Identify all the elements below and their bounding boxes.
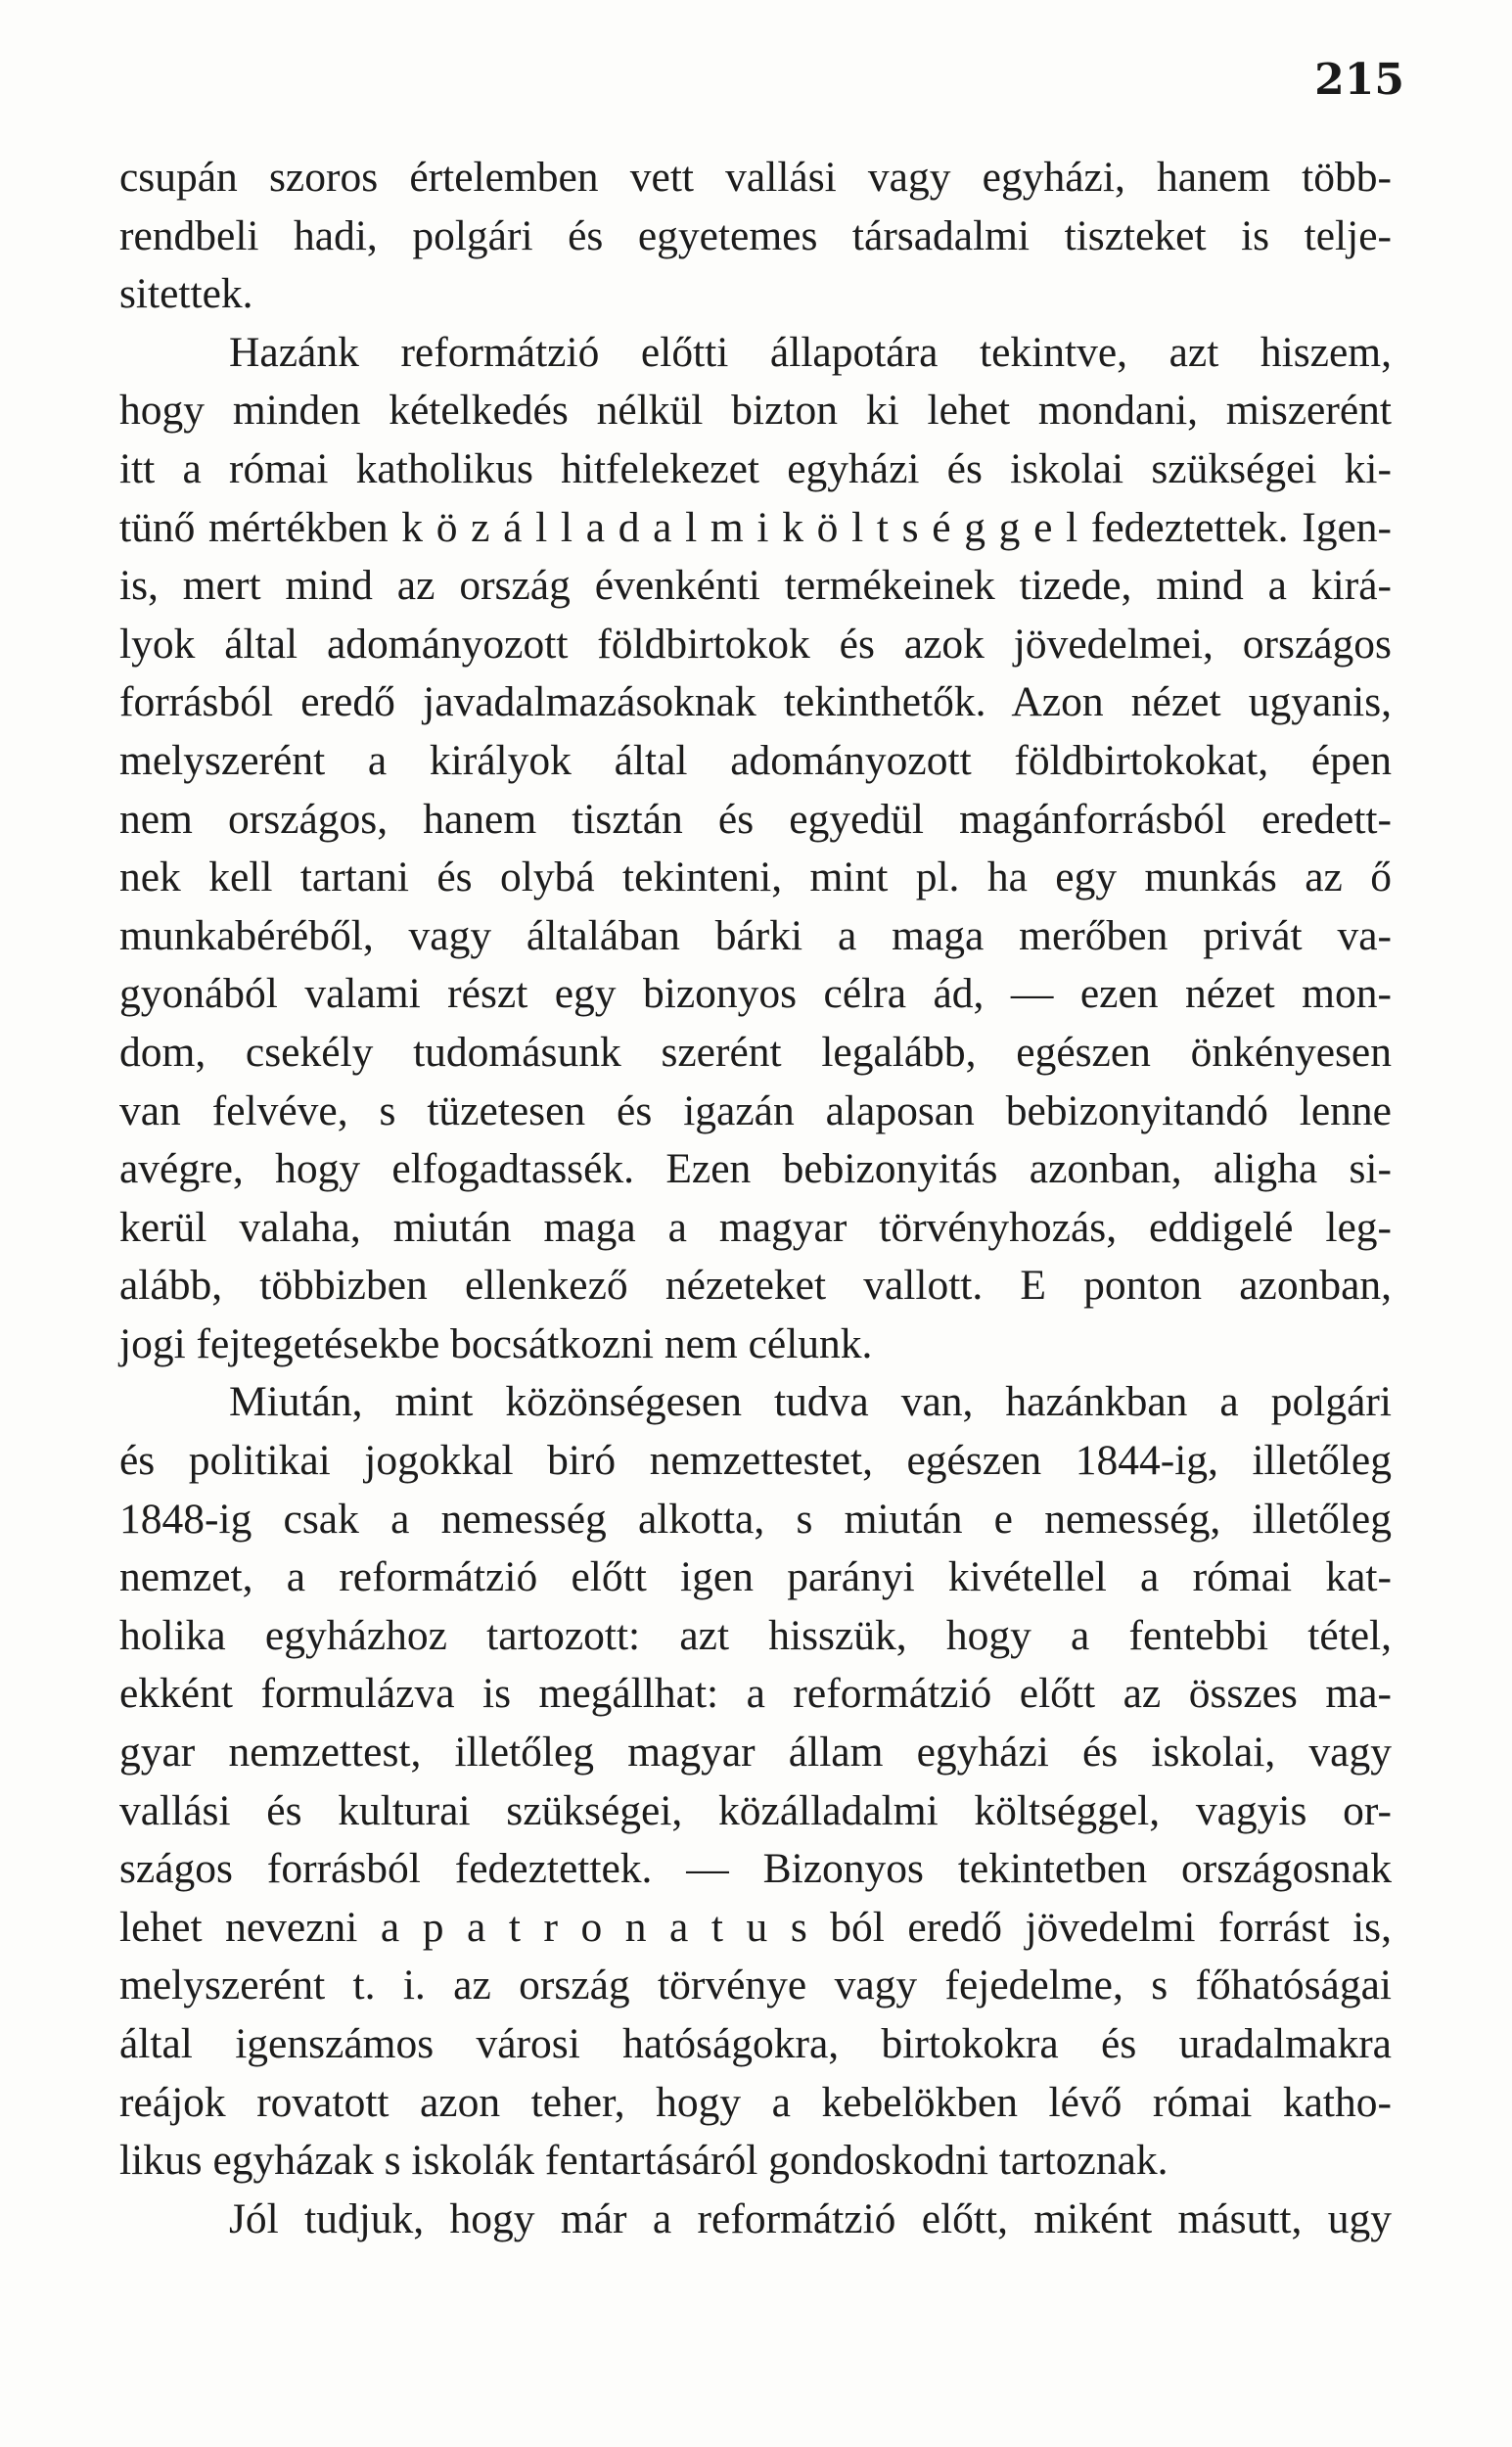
text-line: avégre, hogy elfogadtassék. Ezen bebizonyitás azonban, aligha si-: [119, 1145, 1392, 1193]
text-line: forrásból eredő javadalmazásoknak tekinthetők. Azon nézet ugyanis,: [119, 678, 1392, 726]
text-line: likus egyházak s iskolák fentartásáról gondoskodni tartoznak.: [119, 2137, 1168, 2185]
paragraph-start-line: Hazánk reformátzió előtti állapotára tekintve, azt hiszem,: [229, 328, 1392, 376]
text-line: dom, csekély tudomásunk szerént legalább, egészen önkényesen: [119, 1028, 1392, 1076]
text-line: ekként formulázva is megállhat: a reformátzió előtt az összes ma-: [119, 1670, 1392, 1718]
body-text: [119, 149, 1392, 2248]
text-line: reájok rovatott azon teher, hogy a kebelökben lévő római katho-: [119, 2078, 1392, 2126]
text-line: vallási és kulturai szükségei, közálladalmi költséggel, vagyis or-: [119, 1786, 1392, 1834]
text-line: nek kell tartani és olybá tekinteni, mint pl. ha egy munkás az ő: [119, 854, 1392, 901]
text-line: munkabéréből, vagy általában bárki a maga merőben privát va-: [119, 911, 1392, 959]
text-line: van felvéve, s tüzetesen és igazán alaposan bebizonyitandó lenne: [119, 1086, 1392, 1134]
text-line: tünő mértékben k ö z á l l a d a l m i k ö l t s é g g e l fedeztettek. Igen-: [119, 503, 1392, 551]
text-line: hogy minden kételkedés nélkül bizton ki lehet mondani, miszerént: [119, 387, 1392, 435]
text-line: melyszerént t. i. az ország törvénye vagy fejedelme, s főhatóságai: [119, 1962, 1392, 2009]
text-line: csupán szoros értelemben vett vallási vagy egyházi, hanem több-: [119, 154, 1392, 201]
text-line: is, mert mind az ország évenkénti termékeinek tizede, mind a kirá-: [119, 562, 1392, 610]
text-line: kerül valaha, miután maga a magyar törvényhozás, eddigelé leg-: [119, 1203, 1392, 1251]
paragraph-start-line: Miután, mint közönségesen tudva van, hazánkban a polgári: [229, 1378, 1392, 1426]
text-line: holika egyházhoz tartozott: azt hisszük, hogy a fentebbi tétel,: [119, 1611, 1392, 1659]
text-line: és politikai jogokkal biró nemzettestet, egészen 1844-ig, illetőleg: [119, 1437, 1392, 1485]
text-line: sitettek.: [119, 270, 253, 318]
text-line: gyar nemzettest, illetőleg magyar állam egyházi és iskolai, vagy: [119, 1729, 1392, 1777]
text-line: rendbeli hadi, polgári és egyetemes társadalmi tiszteket is telje-: [119, 211, 1392, 259]
text-line: szágos forrásból fedeztettek. — Bizonyos tekintetben országosnak: [119, 1845, 1392, 1893]
text-line: lyok által adományozott földbirtokok és azok jövedelmei, országos: [119, 620, 1392, 668]
text-line: gyonából valami részt egy bizonyos célra ád, — ezen nézet mon-: [119, 970, 1392, 1018]
text-line: nemzet, a reformátzió előtt igen parányi kivétellel a római kat-: [119, 1553, 1392, 1601]
page-number: 215: [1314, 55, 1404, 105]
text-line: nem országos, hanem tisztán és egyedül magánforrásból eredett-: [119, 795, 1392, 843]
text-line: lehet nevezni a p a t r o n a t u s ból eredő jövedelmi forrást is,: [119, 1903, 1392, 1951]
text-line: által igenszámos városi hatóságokra, birtokokra és uradalmakra: [119, 2020, 1392, 2067]
text-line: itt a római katholikus hitfelekezet egyházi és iskolai szükségei ki-: [119, 444, 1392, 492]
text-line: melyszerént a királyok által adományozott földbirtokokat, épen: [119, 736, 1392, 784]
text-line: 1848-ig csak a nemesség alkotta, s miután e nemesség, illetőleg: [119, 1495, 1392, 1543]
text-line: alább, többizben ellenkező nézeteket vallott. E ponton azonban,: [119, 1262, 1392, 1310]
paragraph-start-line: Jól tudjuk, hogy már a reformátzió előtt, miként másutt, ugy: [229, 2194, 1392, 2242]
text-line: jogi fejtegetésekbe bocsátkozni nem célunk.: [119, 1319, 873, 1367]
